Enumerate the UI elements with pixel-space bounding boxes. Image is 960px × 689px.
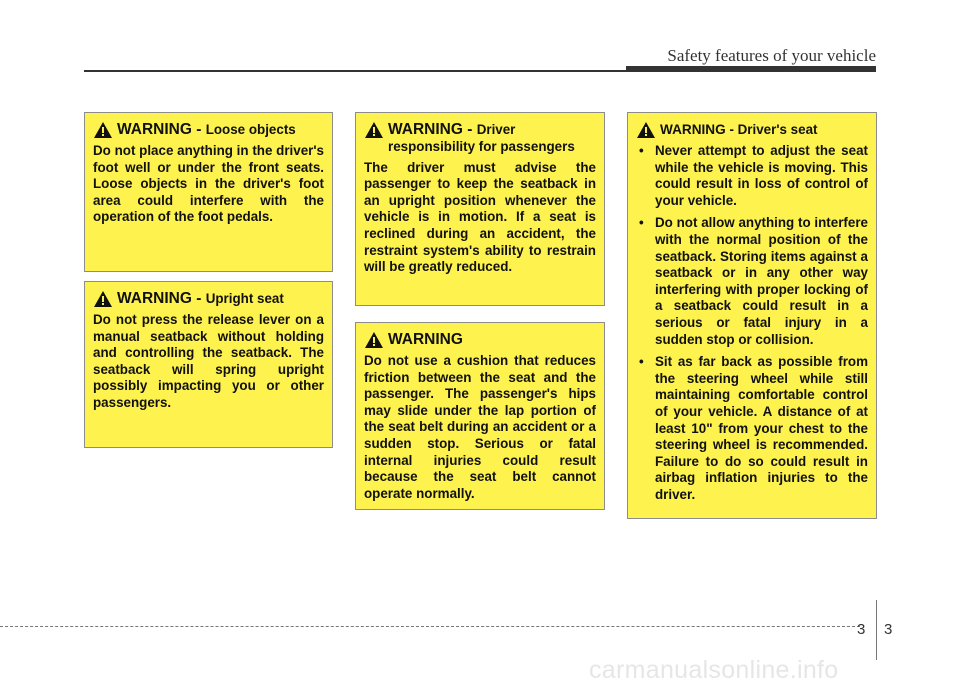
- warning-body: Do not place anything in the driver's foot well or under the front seats. Loose objects in the driver's foot area could interfere with the operation of the foot pedals.: [93, 143, 324, 225]
- warning-subtitle: - Driver's seat: [729, 122, 818, 137]
- warning-box-upright-seat: [84, 281, 333, 448]
- chapter-number: 3: [857, 621, 866, 638]
- warning-triangle-icon: [636, 121, 656, 139]
- warning-triangle-icon: [364, 121, 384, 139]
- warning-subtitle: Loose objects: [205, 122, 296, 137]
- page-number: 3: [884, 621, 893, 638]
- warning-keyword: WARNING -: [117, 121, 206, 138]
- list-item: • Do not allow anything to interfere with the normal position of the seatback. Storing items against a seatback or in any other way interfering with proper locking of a seatback could result in a serious or fatal injury in a sudden stop or collision.: [636, 215, 868, 348]
- warning-keyword: WARNING -: [117, 290, 206, 307]
- warning-body: Do not use a cushion that reduces friction between the seat and the passenger. The passenger's hips may slide under the lap portion of the seat belt during an accident or a sudden stop. Serious or fatal internal injuries could result because the seat belt cannot operate normally.: [364, 353, 596, 501]
- warning-title: [364, 331, 596, 349]
- warning-keyword: WARNING -: [388, 121, 477, 138]
- warning-keyword: WARNING: [660, 122, 726, 137]
- warning-box-loose-objects: [84, 112, 333, 272]
- warning-body: The driver must advise the passenger to keep the seatback in an upright position whenever the vehicle is in motion. If a seat is reclined during an accident, the restraint system's ability to restrain will be greatly reduced.: [364, 159, 596, 275]
- warning-bullet-list: [636, 143, 868, 503]
- warning-box-driver-responsibility: [355, 112, 605, 306]
- warning-box-cushion: [355, 322, 605, 510]
- warning-triangle-icon: [93, 290, 113, 308]
- warning-box-drivers-seat: [627, 112, 877, 519]
- warning-keyword: WARNING: [388, 331, 463, 348]
- warning-title: [93, 290, 324, 308]
- watermark: carmanualsonline.info: [589, 656, 839, 684]
- warning-subtitle: Driver responsibility for passengers: [388, 122, 575, 154]
- warning-title: [93, 121, 324, 139]
- warning-subtitle: Upright seat: [205, 291, 284, 306]
- list-item: • Sit as far back as possible from the steering wheel while still maintaining comfortable control of your vehicle. A distance of at least 10" from your chest to the steering wheel is recommended. Failure to do so could result in airbag inflation injuries to the driver.: [636, 354, 868, 503]
- footer-rule: [0, 626, 860, 627]
- list-item: • Never attempt to adjust the seat while the vehicle is moving. This could result in loss of control of your vehicle.: [636, 143, 868, 209]
- header-title: Safety features of your vehicle: [667, 46, 876, 65]
- warning-triangle-icon: [364, 331, 384, 349]
- warning-triangle-icon: [93, 121, 113, 139]
- warning-body: Do not press the release lever on a manual seatback without holding and controlling the seatback. The seatback will spring upright possibly impacting you or other passengers.: [93, 312, 324, 410]
- warning-title: [636, 121, 868, 139]
- footer-divider: [876, 600, 877, 660]
- warning-title: [364, 121, 596, 156]
- header-rule-tab: [626, 66, 876, 72]
